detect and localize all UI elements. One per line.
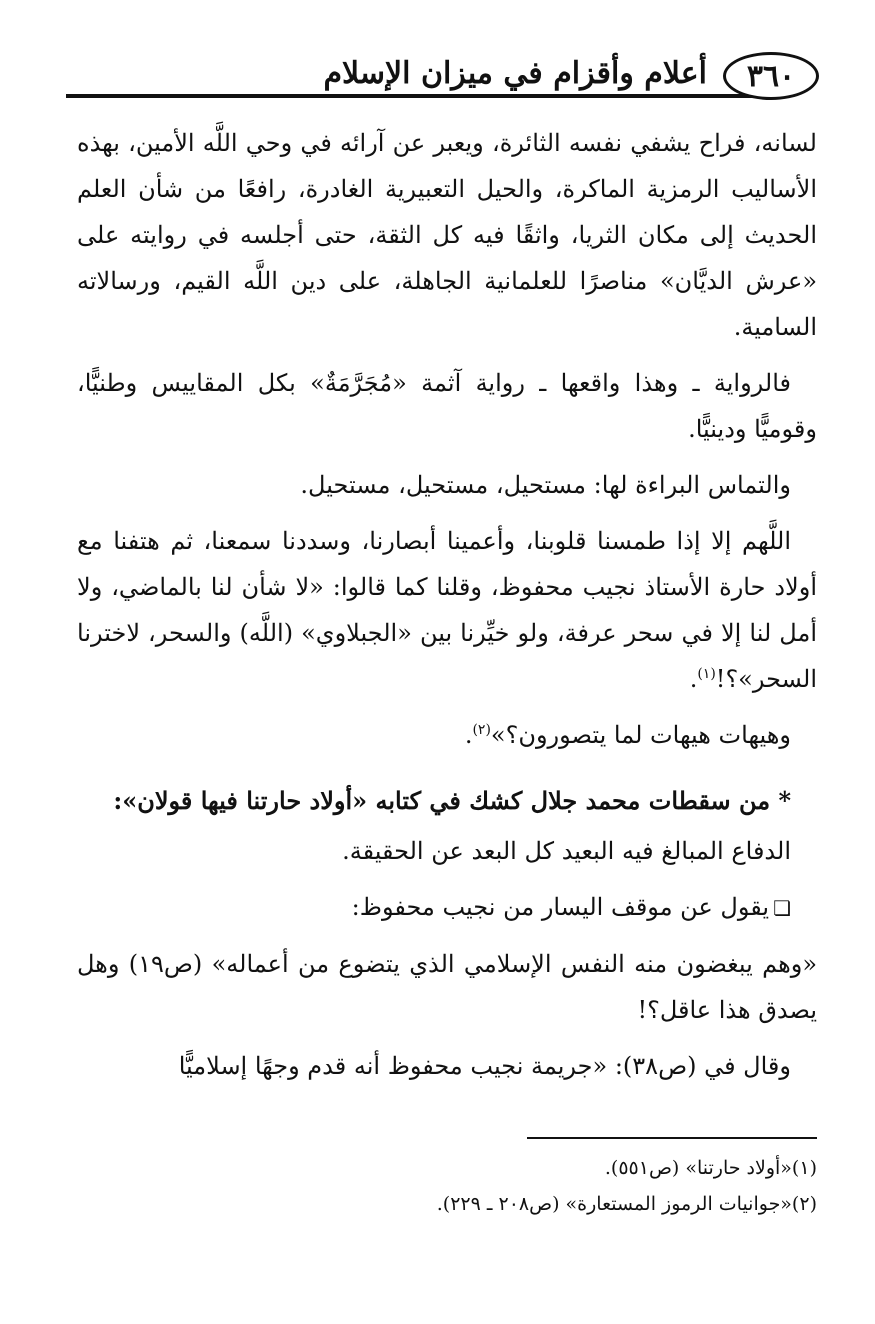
paragraph-3: والتماس البراءة لها: مستحيل، مستحيل، مستحيل. <box>300 471 791 499</box>
page-number: ٣٦٠ <box>723 52 819 100</box>
paragraph-2: فالرواية ـ وهذا واقعها ـ رواية آثمة «مُجَرَّمَةٌ» بكل المقاييس وطنيًّا، وقوميًّا ودينيًّا. <box>77 369 817 443</box>
body-text <box>77 120 817 1099</box>
paragraph-4-text: اللَّهم إلا إذا طمسنا قلوبنا، وأعمينا أبصارنا، وسددنا سمعنا، ثم هتفنا مع أولاد حارة الأستاذ نجيب محفوظ، وقلنا كما قالوا: «لا شأن لنا بالماضي، ولا أمل لنا إلا في سحر عرفة، ولو خيِّرنا بين «الجبلاوي» (اللَّه) والسحر، لاخترنا السحر»؟! <box>77 527 817 693</box>
footnotes <box>77 1150 817 1222</box>
paragraph-9: وقال في (ص٣٨): «جريمة نجيب محفوظ أنه قدم وجهًا إسلاميًّا <box>178 1052 791 1080</box>
paragraph-8: «وهم يبغضون منه النفس الإسلامي الذي يتضوع من أعماله» (ص١٩) وهل يصدق هذا عاقل؟! <box>77 950 818 1024</box>
paragraph-7-text: يقول عن موقف اليسار من نجيب محفوظ: <box>351 893 770 921</box>
footnote-ref-1[interactable]: (١) <box>697 666 716 682</box>
paragraph-7 <box>77 884 817 931</box>
paragraph-5-end: . <box>464 721 473 749</box>
section-heading: * من سقطات محمد جلال كشك في كتابه «أولاد حارتنا فيها قولان»: <box>113 786 791 815</box>
paragraph-5 <box>77 712 817 758</box>
header-rule <box>66 94 759 98</box>
page-header <box>66 52 819 112</box>
paragraph-4-end: . <box>689 665 698 693</box>
paragraph-5-text: وهيهات هيهات لما يتصورون؟» <box>490 721 791 749</box>
paragraph-6: الدفاع المبالغ فيه البعيد كل البعد عن الحقيقة. <box>342 837 791 865</box>
square-bullet-icon: ❏ <box>773 896 791 920</box>
paragraph-1: لسانه، فراح يشفي نفسه الثائرة، ويعبر عن آرائه في وحي اللَّه الأمين، بهذه الأساليب الرمزية الماكرة، والحيل التعبيرية الغادرة، رافعًا من شأن العلم الحديث إلى مكان الثريا، واثقًا فيه كل الثقة، حتى أجلسه في روايته على «عرش الديَّان» مناصرًا للعلمانية الجاهلة، على دين اللَّه القيم، ورسالاته السامية. <box>77 129 817 341</box>
running-title: أعلام وأقزام في ميزان الإسلام <box>323 56 707 91</box>
paragraph-4 <box>77 518 817 702</box>
footnote-1: (١)«أولاد حارتنا» (ص٥٥١). <box>604 1157 817 1179</box>
footnote-separator <box>527 1137 817 1139</box>
footnote-ref-2[interactable]: (٢) <box>472 722 491 738</box>
footnote-2: (٢)«جوانيات الرموز المستعارة» (ص٢٠٨ ـ ٢٢٩). <box>436 1193 817 1215</box>
